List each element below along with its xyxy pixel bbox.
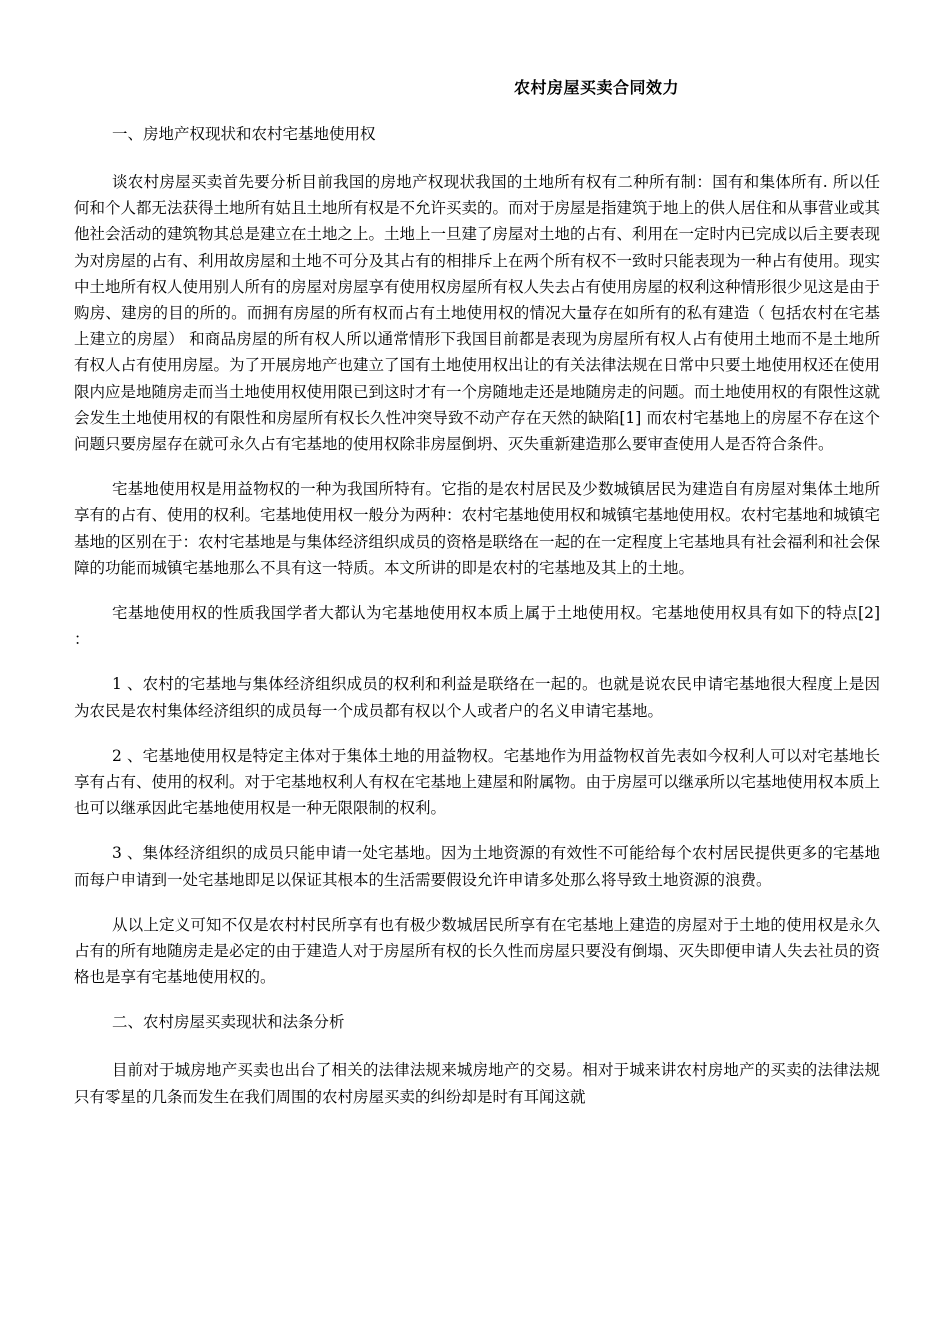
paragraph: 谈农村房屋买卖首先要分析目前我国的房地产权现状我国的土地所有权有二种所有制：国有和集体所有. 所以任何和个人都无法获得土地所有姑且土地所有权是不允许买卖的。而对于房屋是指建筑于地上的供人居住和从事营业或其他社会活动的建筑物其总是建立在土地之上。土地上一旦建了房屋对土地的占有、利用在一定时内已完成以后主要表现为对房屋的占有、利用故房屋和土地不可分及其占有的相排斥上在两个所有权不一致时只能表现为一种占有使用。现实中土地所有权人使用别人所有的房屋对房屋享有使用权房屋所有权人失去占有使用房屋的权利这种情形很少见这是由于购房、建房的目的所的。而拥有房屋的所有权而占有土地使用权的情况大量存在如所有的私有建造（ 包括农村在宅基上建立的房屋） 和商品房屋的所有权人所以通常情形下我国目前都是表现为房屋所有权人占有使用土地而不是土地所有权人占有使用房屋。为了开展房地产也建立了国有土地使用权出让的有关法律法规在日常中只要土地使用权还在使用限内应是地随房走而当土地使用权使用限已到这时才有一个房随地走还是地随房走的问题。而土地使用权的有限性这就会发生土地使用权的有限性和房屋所有权长久性冲突导致不动产存在天然的缺陷[1] 而农村宅基地上的房屋不存在这个问题只要房屋存在就可永久占有宅基地的使用权除非房屋倒坍、灭失重新建造那么要审查使用人是否符合条件。 <box>74 173 881 454</box>
paragraph: 宅基地使用权的性质我国学者大都认为宅基地使用权本质上属于土地使用权。宅基地使用权具有如下的特点[2] ： <box>74 604 880 649</box>
paragraph: 目前对于城房地产买卖也出台了相关的法律法规来城房地产的交易。相对于城来讲农村房地产的买卖的法律法规只有零星的几条而发生在我们周围的农村房屋买卖的纠纷却是时有耳闻这就 <box>74 1061 880 1106</box>
list-item: 3 、集体经济组织的成员只能申请一处宅基地。因为土地资源的有效性不可能给每个农村居民提供更多的宅基地而每户申请到一处宅基地即足以保证其根本的生活需要假设允许申请多处那么将导致土地资源的浪费。 <box>74 844 880 889</box>
section-heading: 二、农村房屋买卖现状和法条分析 <box>112 1013 345 1032</box>
list-item: 1 、农村的宅基地与集体经济组织成员的权利和利益是联络在一起的。也就是说农民申请宅基地很大程度上是因为农民是农村集体经济组织的成员每一个成员都有权以个人或者户的名义申请宅基地。 <box>74 675 880 720</box>
section-heading: 一、房地产权现状和农村宅基地使用权 <box>112 125 376 143</box>
paragraph: 宅基地使用权是用益物权的一种为我国所特有。它指的是农村居民及少数城镇居民为建造自有房屋对集体土地所享有的占有、使用的权利。宅基地使用权一般分为两种：农村宅基地使用权和城镇宅基地使用权。农村宅基地和城镇宅基地的区别在于：农村宅基地是与集体经济组织成员的资格是联络在一起的在一定程度上宅基地具有社会福利和社会保障的功能而城镇宅基地那么不具有这一特质。本文所讲的即是农村的宅基地及其上的土地。 <box>74 480 881 577</box>
document-body <box>74 121 880 1110</box>
document-title: 农村房屋买卖合同效力 <box>514 78 680 97</box>
list-item: 2 、宅基地使用权是特定主体对于集体土地的用益物权。宅基地作为用益物权首先表如今权利人可以对宅基地长享有占有、使用的权利。对于宅基地权利人有权在宅基地上建屋和附属物。由于房屋可以继承所以宅基地使用权本质上也可以继承因此宅基地使用权是一种无限限制的权利。 <box>74 746 881 818</box>
paragraph: 从以上定义可知不仅是农村村民所享有也有极少数城居民所享有在宅基地上建造的房屋对于土地的使用权是永久占有的所有地随房走是必定的由于建造人对于房屋所有权的长久性而房屋只要没有倒塌、灭失即便申请人失去社员的资格也是享有宅基地使用权的。 <box>74 915 881 987</box>
